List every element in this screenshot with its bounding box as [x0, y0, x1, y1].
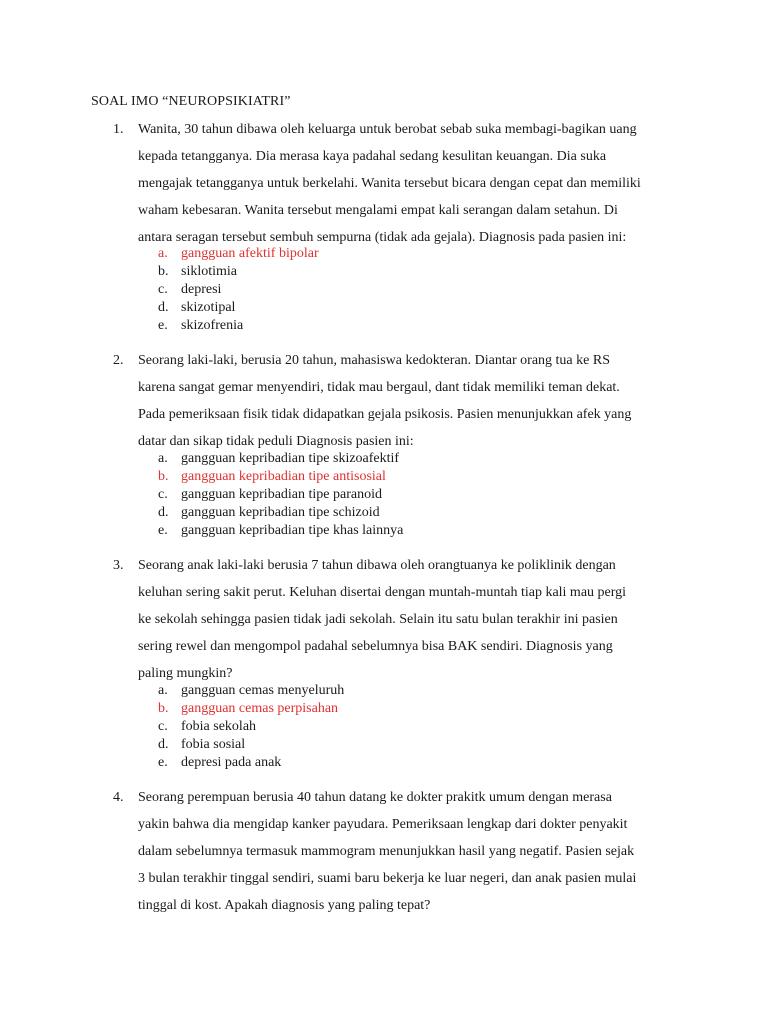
option-text: skizofrenia — [181, 318, 244, 333]
question-line: Wanita, 30 tahun dibawa oleh keluarga untuk berobat sebab suka membagi-bagikan uang — [138, 122, 637, 137]
question-line: kepada tetangganya. Dia merasa kaya padahal sedang kesulitan keuangan. Dia suka — [138, 149, 607, 164]
answer-options — [158, 682, 558, 772]
question-number: 1. — [113, 122, 124, 137]
option-letter: d. — [158, 300, 169, 315]
question-text — [138, 116, 668, 251]
question-line: keluhan sering sakit perut. Keluhan disertai dengan muntah-muntah tiap kali mau pergi — [138, 585, 627, 600]
question-line: Pada pemeriksaan fisik tidak didapatkan gejala psikosis. Pasien menunjukkan afek yang — [138, 407, 632, 422]
question-number: 4. — [113, 790, 124, 805]
option-b — [158, 263, 558, 281]
option-letter: b. — [158, 701, 169, 716]
question-line: karena sangat gemar menyendiri, tidak mau bergaul, dant tidak memiliki teman dekat. — [138, 380, 620, 395]
option-e — [158, 754, 558, 772]
option-text: depresi pada anak — [181, 755, 282, 770]
option-c — [158, 486, 558, 504]
answer-options — [158, 245, 558, 335]
question-line: antara seragan tersebut sembuh sempurna (tidak ada gejala). Diagnosis pada pasien ini: — [138, 230, 627, 245]
option-a — [158, 245, 558, 263]
option-text: gangguan kepribadian tipe schizoid — [181, 505, 380, 520]
option-letter: a. — [158, 246, 168, 261]
option-e — [158, 522, 558, 540]
option-a — [158, 682, 558, 700]
option-text: depresi — [181, 282, 222, 297]
option-c — [158, 281, 558, 299]
option-letter: e. — [158, 523, 168, 538]
question-line: Seorang anak laki-laki berusia 7 tahun dibawa oleh orangtuanya ke poliklinik dengan — [138, 558, 616, 573]
option-text: skizotipal — [181, 300, 236, 315]
question-number: 2. — [113, 353, 124, 368]
question-line: dalam sebelumnya termasuk mammogram menunjukkan hasil yang negatif. Pasien sejak — [138, 844, 635, 859]
question-line: mengajak tetangganya untuk berkelahi. Wanita tersebut bicara dengan cepat dan memiliki — [138, 176, 641, 191]
option-text: gangguan kepribadian tipe paranoid — [181, 487, 382, 502]
option-text: fobia sekolah — [181, 719, 257, 734]
option-letter: c. — [158, 282, 168, 297]
option-text: gangguan kepribadian tipe antisosial — [181, 469, 386, 484]
option-c — [158, 718, 558, 736]
option-letter: b. — [158, 264, 169, 279]
answer-options — [158, 450, 558, 540]
option-text: gangguan cemas menyeluruh — [181, 683, 345, 698]
question-number: 3. — [113, 558, 124, 573]
option-letter: c. — [158, 487, 168, 502]
option-a — [158, 450, 558, 468]
question-line: paling mungkin? — [138, 666, 233, 681]
question-text — [138, 552, 668, 687]
option-e — [158, 317, 558, 335]
option-b — [158, 700, 558, 718]
question-line: 3 bulan terakhir tinggal sendiri, suami baru bekerja ke luar negeri, dan anak pasien mulai — [138, 871, 637, 886]
option-text: gangguan cemas perpisahan — [181, 701, 339, 716]
question-line: Seorang laki-laki, berusia 20 tahun, mahasiswa kedokteran. Diantar orang tua ke RS — [138, 353, 610, 368]
option-letter: e. — [158, 755, 168, 770]
document-title: SOAL IMO “NEUROPSIKIATRI” — [91, 94, 291, 109]
question-line: Seorang perempuan berusia 40 tahun datang ke dokter prakitk umum dengan merasa — [138, 790, 612, 805]
option-d — [158, 299, 558, 317]
option-text: gangguan afektif bipolar — [181, 246, 319, 261]
option-letter: b. — [158, 469, 169, 484]
option-letter: c. — [158, 719, 168, 734]
option-text: gangguan kepribadian tipe khas lainnya — [181, 523, 404, 538]
option-b — [158, 468, 558, 486]
question-line: waham kebesaran. Wanita tersebut mengalami empat kali serangan dalam setahun. Di — [138, 203, 618, 218]
question-line: yakin bahwa dia mengidap kanker payudara. Pemeriksaan lengkap dari dokter penyakit — [138, 817, 628, 832]
option-d — [158, 736, 558, 754]
question-text — [138, 784, 668, 919]
question-text — [138, 347, 668, 455]
option-letter: d. — [158, 505, 169, 520]
option-letter: e. — [158, 318, 168, 333]
question-line: ke sekolah sehingga pasien tidak jadi sekolah. Selain itu satu bulan terakhir ini pasien — [138, 612, 618, 627]
option-d — [158, 504, 558, 522]
option-letter: a. — [158, 451, 168, 466]
question-line: datar dan sikap tidak peduli Diagnosis pasien ini: — [138, 434, 414, 449]
option-letter: d. — [158, 737, 169, 752]
option-text: gangguan kepribadian tipe skizoafektif — [181, 451, 400, 466]
option-text: fobia sosial — [181, 737, 246, 752]
question-line: tinggal di kost. Apakah diagnosis yang paling tepat? — [138, 898, 431, 913]
question-line: sering rewel dan mengompol padahal sebelumnya bisa BAK sendiri. Diagnosis yang — [138, 639, 613, 654]
option-text: siklotimia — [181, 264, 237, 279]
option-letter: a. — [158, 683, 168, 698]
